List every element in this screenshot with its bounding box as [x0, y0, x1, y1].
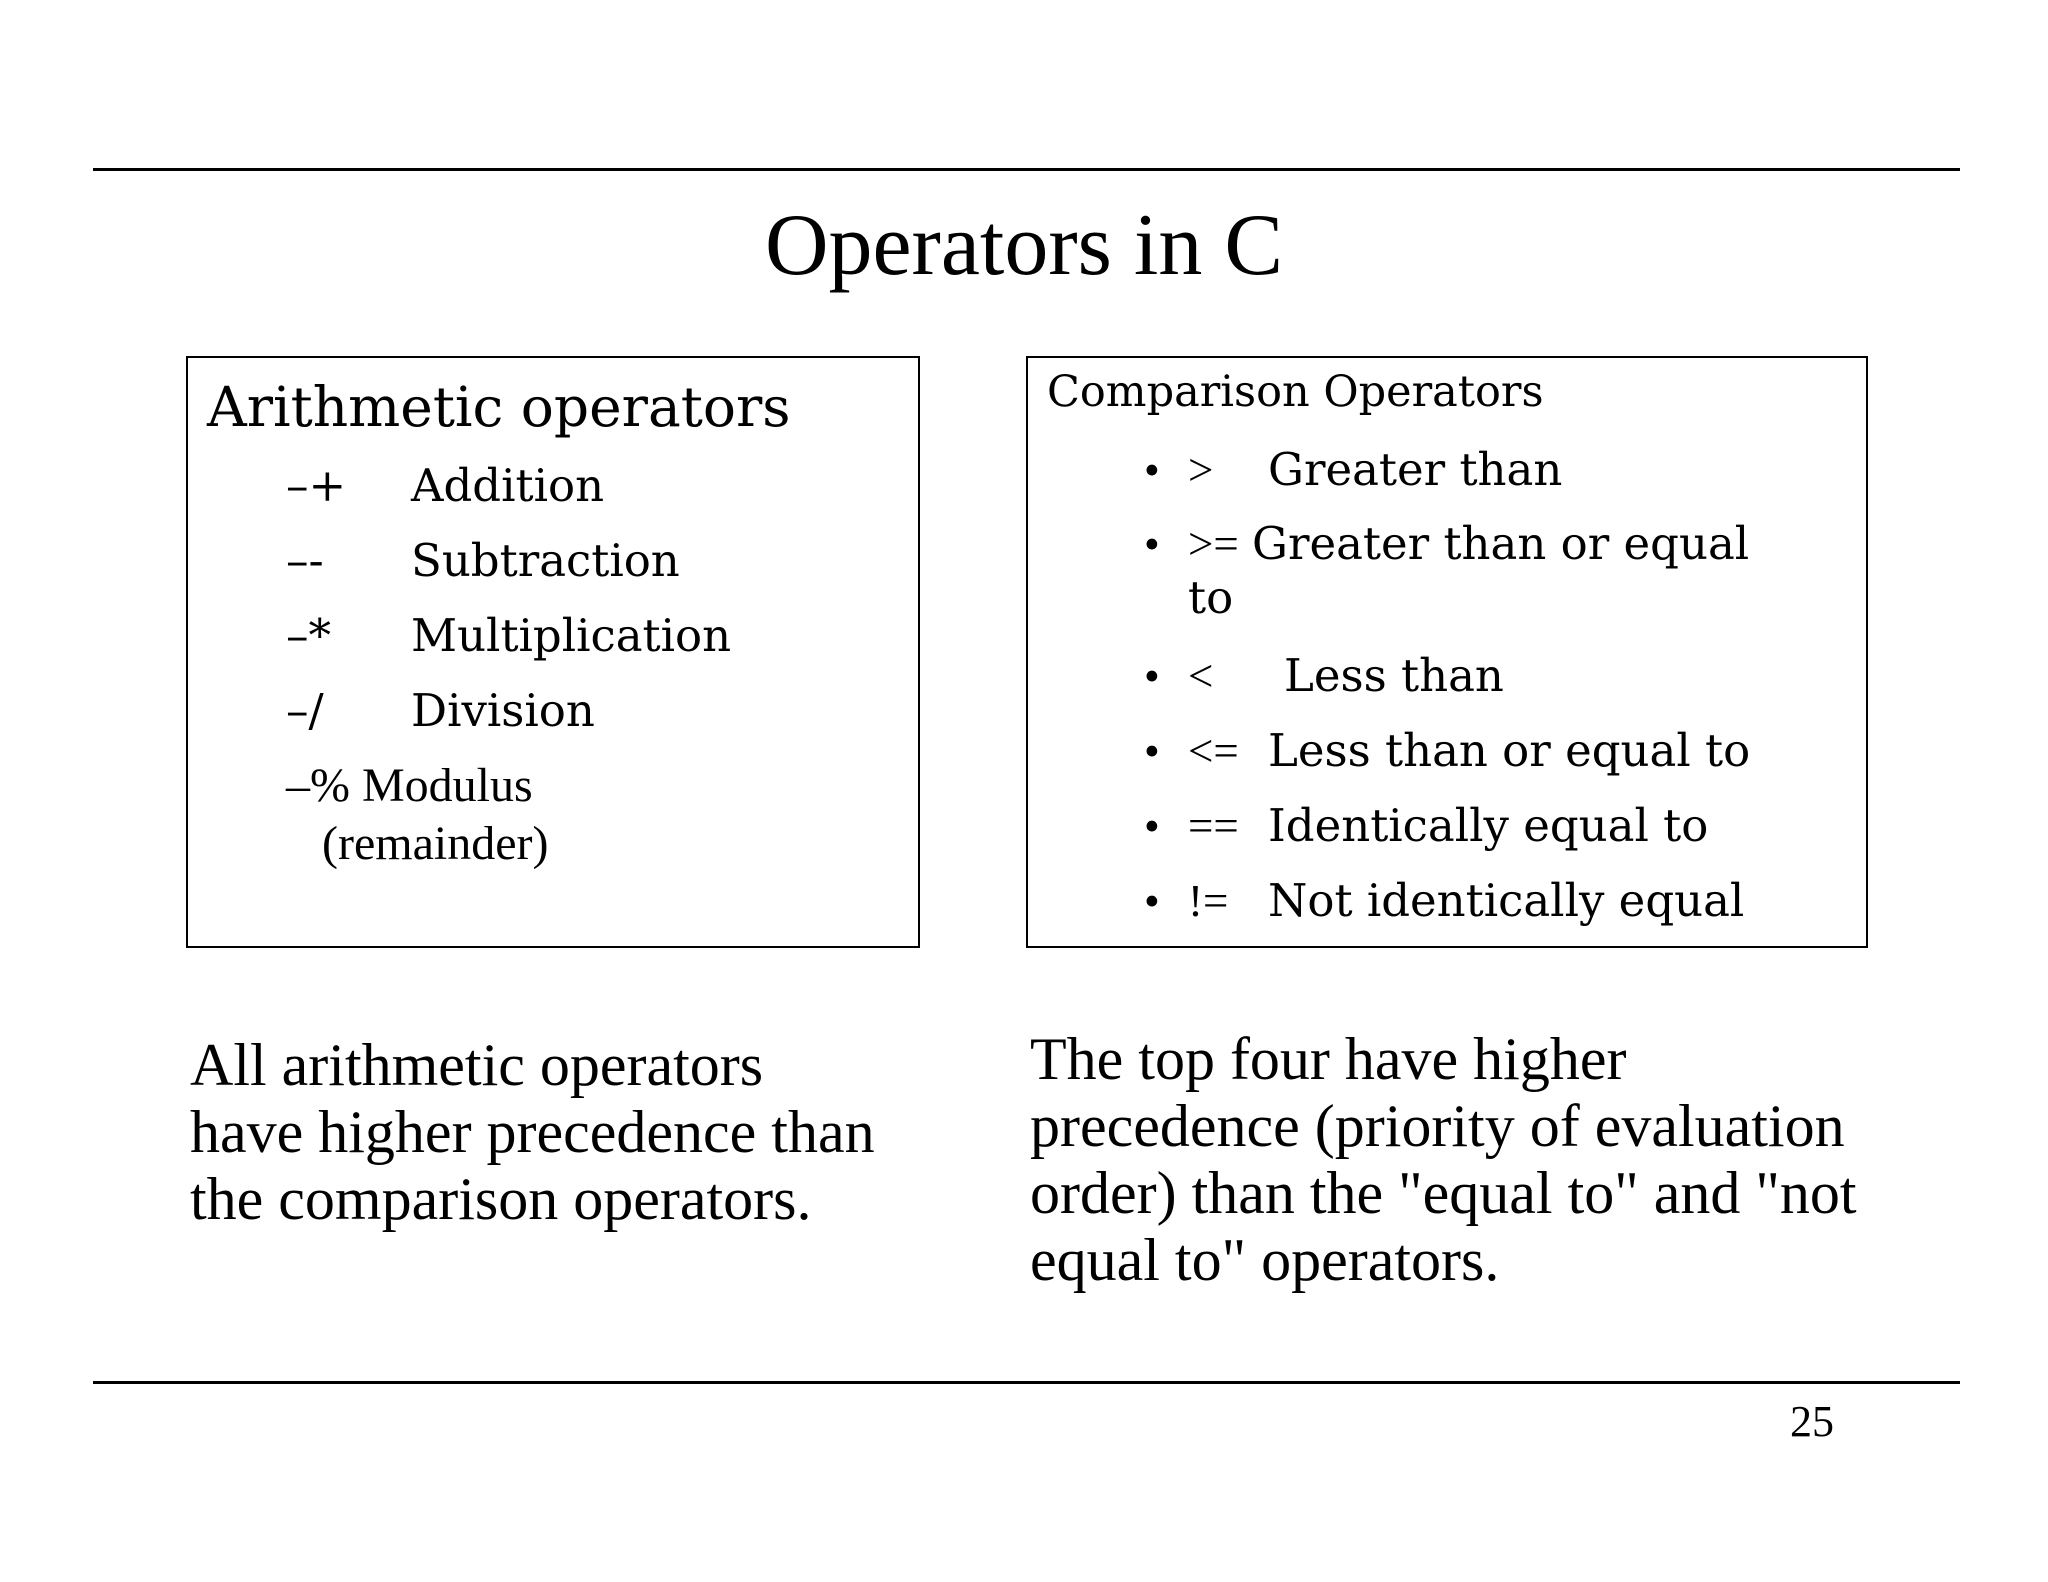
top-divider — [93, 168, 1960, 171]
arithmetic-item — [286, 533, 680, 589]
arithmetic-item — [286, 608, 731, 664]
note-line: The top four have higher — [1030, 1026, 1627, 1092]
bullet-icon: • — [1144, 651, 1160, 701]
comparison-item — [1144, 516, 1749, 572]
operator-symbol: >= — [1188, 519, 1239, 569]
bullet-icon: • — [1144, 726, 1160, 776]
arithmetic-item — [286, 683, 595, 739]
operator-label: Greater than or equal — [1252, 517, 1750, 570]
note-line: order) than the "equal to" and "not — [1030, 1160, 1857, 1226]
note-line: All arithmetic operators — [190, 1032, 764, 1098]
operator-symbol: –- — [286, 534, 324, 587]
comparison-item — [1144, 873, 1744, 929]
operator-symbol: –+ — [286, 459, 347, 512]
operator-label: Less than — [1284, 649, 1504, 702]
bullet-icon: • — [1144, 519, 1160, 569]
operator-symbol: –% — [286, 759, 350, 812]
operator-label: Less than or equal to — [1268, 724, 1751, 777]
comparison-item — [1144, 648, 1504, 704]
modulus-continuation: (remainder) — [322, 817, 549, 870]
operator-symbol: –/ — [286, 684, 324, 737]
arithmetic-item — [286, 758, 533, 814]
operator-label: Multiplication — [411, 609, 732, 662]
comparison-continuation: to — [1188, 571, 1234, 624]
arithmetic-item — [286, 458, 604, 514]
operator-symbol: == — [1188, 801, 1239, 851]
note-line: equal to" operators. — [1030, 1227, 1500, 1293]
arithmetic-heading: Arithmetic operators — [207, 375, 791, 439]
comparison-item — [1144, 798, 1708, 854]
note-line: precedence (priority of evaluation — [1030, 1093, 1845, 1159]
operator-label: Division — [411, 684, 595, 737]
operator-label: Subtraction — [411, 534, 680, 587]
page-number: 25 — [1790, 1397, 1834, 1446]
bullet-icon: • — [1144, 801, 1160, 851]
arithmetic-operators-box — [186, 356, 920, 948]
bullet-icon: • — [1144, 876, 1160, 926]
comparison-heading: Comparison Operators — [1047, 367, 1544, 417]
operator-label: Not identically equal — [1268, 874, 1745, 927]
note-line: have higher precedence than — [190, 1099, 875, 1165]
bottom-divider — [93, 1381, 1960, 1384]
operator-label: Addition — [411, 459, 605, 512]
operator-label: Identically equal to — [1268, 799, 1709, 852]
slide-title: Operators in C — [764, 197, 1284, 294]
operator-label: Greater than — [1268, 443, 1563, 496]
operator-symbol: –* — [286, 609, 331, 662]
operator-symbol: != — [1188, 876, 1229, 926]
comparison-item — [1144, 723, 1750, 779]
comparison-item — [1144, 442, 1562, 498]
comparison-operators-box — [1026, 356, 1868, 948]
comparison-precedence-note — [1030, 1026, 1857, 1294]
operator-symbol: < — [1188, 651, 1214, 701]
operator-symbol: > — [1188, 445, 1214, 495]
operator-label: Modulus — [361, 759, 533, 812]
note-line: the comparison operators. — [190, 1166, 812, 1232]
operator-symbol: <= — [1188, 726, 1239, 776]
bullet-icon: • — [1144, 445, 1160, 495]
arithmetic-precedence-note — [190, 1032, 875, 1233]
